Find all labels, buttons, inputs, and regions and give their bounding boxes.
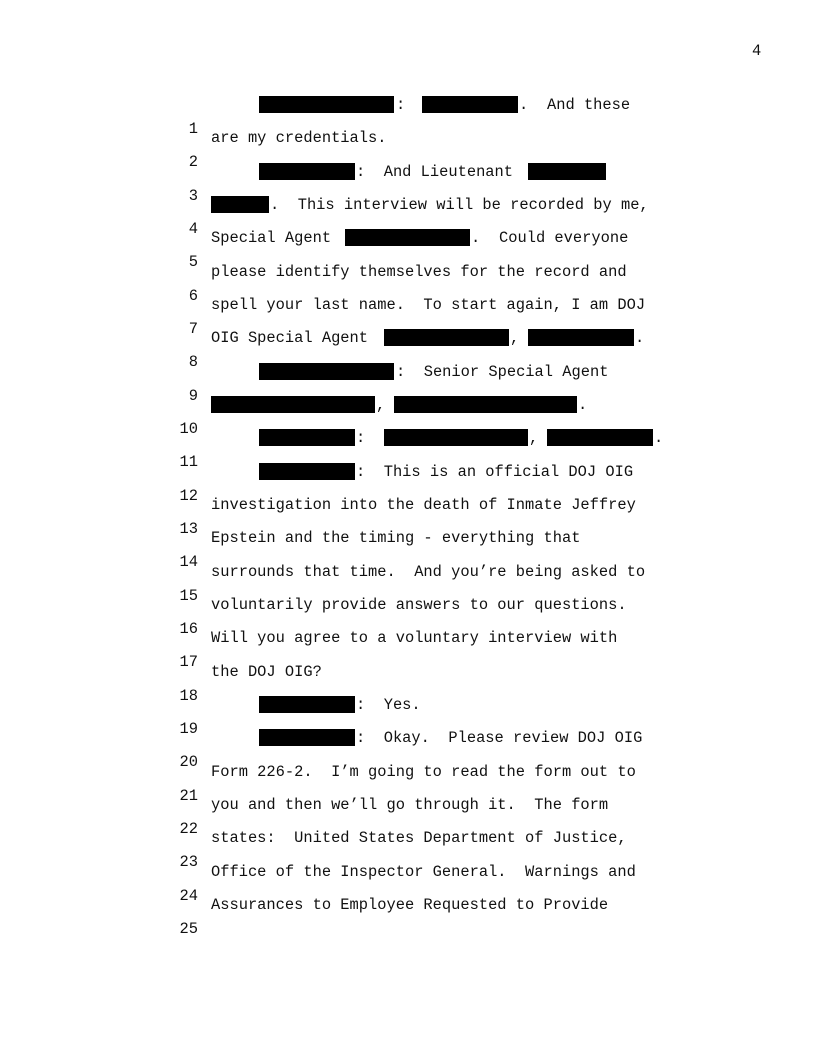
line-text: Epstein and the timing - everything that [211, 529, 581, 547]
line-number: 5 [188, 253, 198, 271]
redaction-block [394, 396, 577, 413]
line-text: states: United States Department of Justice, [211, 829, 627, 847]
redaction-block [259, 96, 394, 113]
line-text: Could everyone [499, 229, 629, 247]
line-number: 11 [179, 453, 198, 471]
redaction-block [547, 429, 653, 446]
redaction-block [259, 429, 355, 446]
line-text: Form 226-2. I’m going to read the form out to [211, 763, 636, 781]
line-number: 9 [188, 387, 198, 405]
line-text: Special Agent [211, 229, 332, 247]
redaction-block [259, 363, 394, 380]
line-text: voluntarily provide answers to our questions. [211, 596, 627, 614]
line-number: 22 [179, 820, 198, 838]
line-text: Will you agree to a voluntary interview with [211, 629, 618, 647]
page-number: 4 [752, 42, 762, 60]
transcript-line [0, 226, 629, 271]
line-text: . [471, 229, 481, 247]
line-text: : This is an official DOJ OIG [356, 463, 634, 481]
redaction-block [422, 96, 518, 113]
line-number: 18 [179, 687, 198, 705]
line-text: . [519, 96, 529, 114]
line-text: OIG Special Agent [211, 329, 369, 347]
transcript-line [0, 160, 514, 205]
line-text: . This interview will be recorded by me, [270, 196, 649, 214]
redaction-block [259, 696, 355, 713]
line-text: : [396, 96, 406, 114]
line-number: 16 [179, 620, 198, 638]
line-number: 8 [188, 353, 198, 371]
line-text: : [356, 429, 366, 447]
line-text: investigation into the death of Inmate Jeffrey [211, 496, 636, 514]
line-number: 4 [188, 220, 198, 238]
line-text: And these [547, 96, 631, 114]
line-number: 14 [179, 553, 198, 571]
line-number: 15 [179, 587, 198, 605]
line-number: 25 [179, 920, 198, 938]
redaction-block [528, 329, 634, 346]
line-text: : Senior Special Agent [396, 363, 609, 381]
line-number: 12 [179, 487, 198, 505]
line-number: 17 [179, 653, 198, 671]
transcript-line [0, 326, 645, 371]
redaction-block [345, 229, 470, 246]
line-text: the DOJ OIG? [211, 663, 322, 681]
line-text: : And Lieutenant [356, 163, 514, 181]
transcript-line [0, 126, 387, 171]
line-text: you and then we’ll go through it. The form [211, 796, 609, 814]
line-text: . [635, 329, 645, 347]
line-text: , [529, 429, 539, 447]
line-text: Office of the Inspector General. Warnings and [211, 863, 636, 881]
redaction-block [211, 196, 269, 213]
line-number: 24 [179, 887, 198, 905]
line-text: are my credentials. [211, 129, 387, 147]
line-text: please identify themselves for the record and [211, 263, 627, 281]
redaction-block [211, 396, 375, 413]
line-number: 7 [188, 320, 198, 338]
line-number: 10 [179, 420, 198, 438]
line-number: 20 [179, 753, 198, 771]
line-number: 21 [179, 787, 198, 805]
line-text: surrounds that time. And you’re being asked to [211, 563, 646, 581]
line-text: , [376, 396, 386, 414]
line-number: 1 [188, 120, 198, 138]
line-text: Assurances to Employee Requested to Provide [211, 896, 609, 914]
line-text: : Okay. Please review DOJ OIG [356, 729, 643, 747]
line-number: 13 [179, 520, 198, 538]
line-number: 6 [188, 287, 198, 305]
transcript-line [0, 393, 588, 438]
redaction-block [259, 163, 355, 180]
redaction-block [384, 329, 509, 346]
redaction-block [528, 163, 606, 180]
redaction-block [259, 463, 355, 480]
redaction-block [259, 729, 355, 746]
line-text: . [654, 429, 664, 447]
line-number: 3 [188, 187, 198, 205]
redaction-block [384, 429, 528, 446]
line-text: spell your last name. To start again, I am DOJ [211, 296, 646, 314]
transcript-line [0, 260, 627, 305]
line-text: : Yes. [356, 696, 421, 714]
line-number: 19 [179, 720, 198, 738]
line-text: , [510, 329, 520, 347]
line-text: . [578, 396, 588, 414]
transcript-line [0, 360, 609, 405]
line-number: 2 [188, 153, 198, 171]
line-number: 23 [179, 853, 198, 871]
